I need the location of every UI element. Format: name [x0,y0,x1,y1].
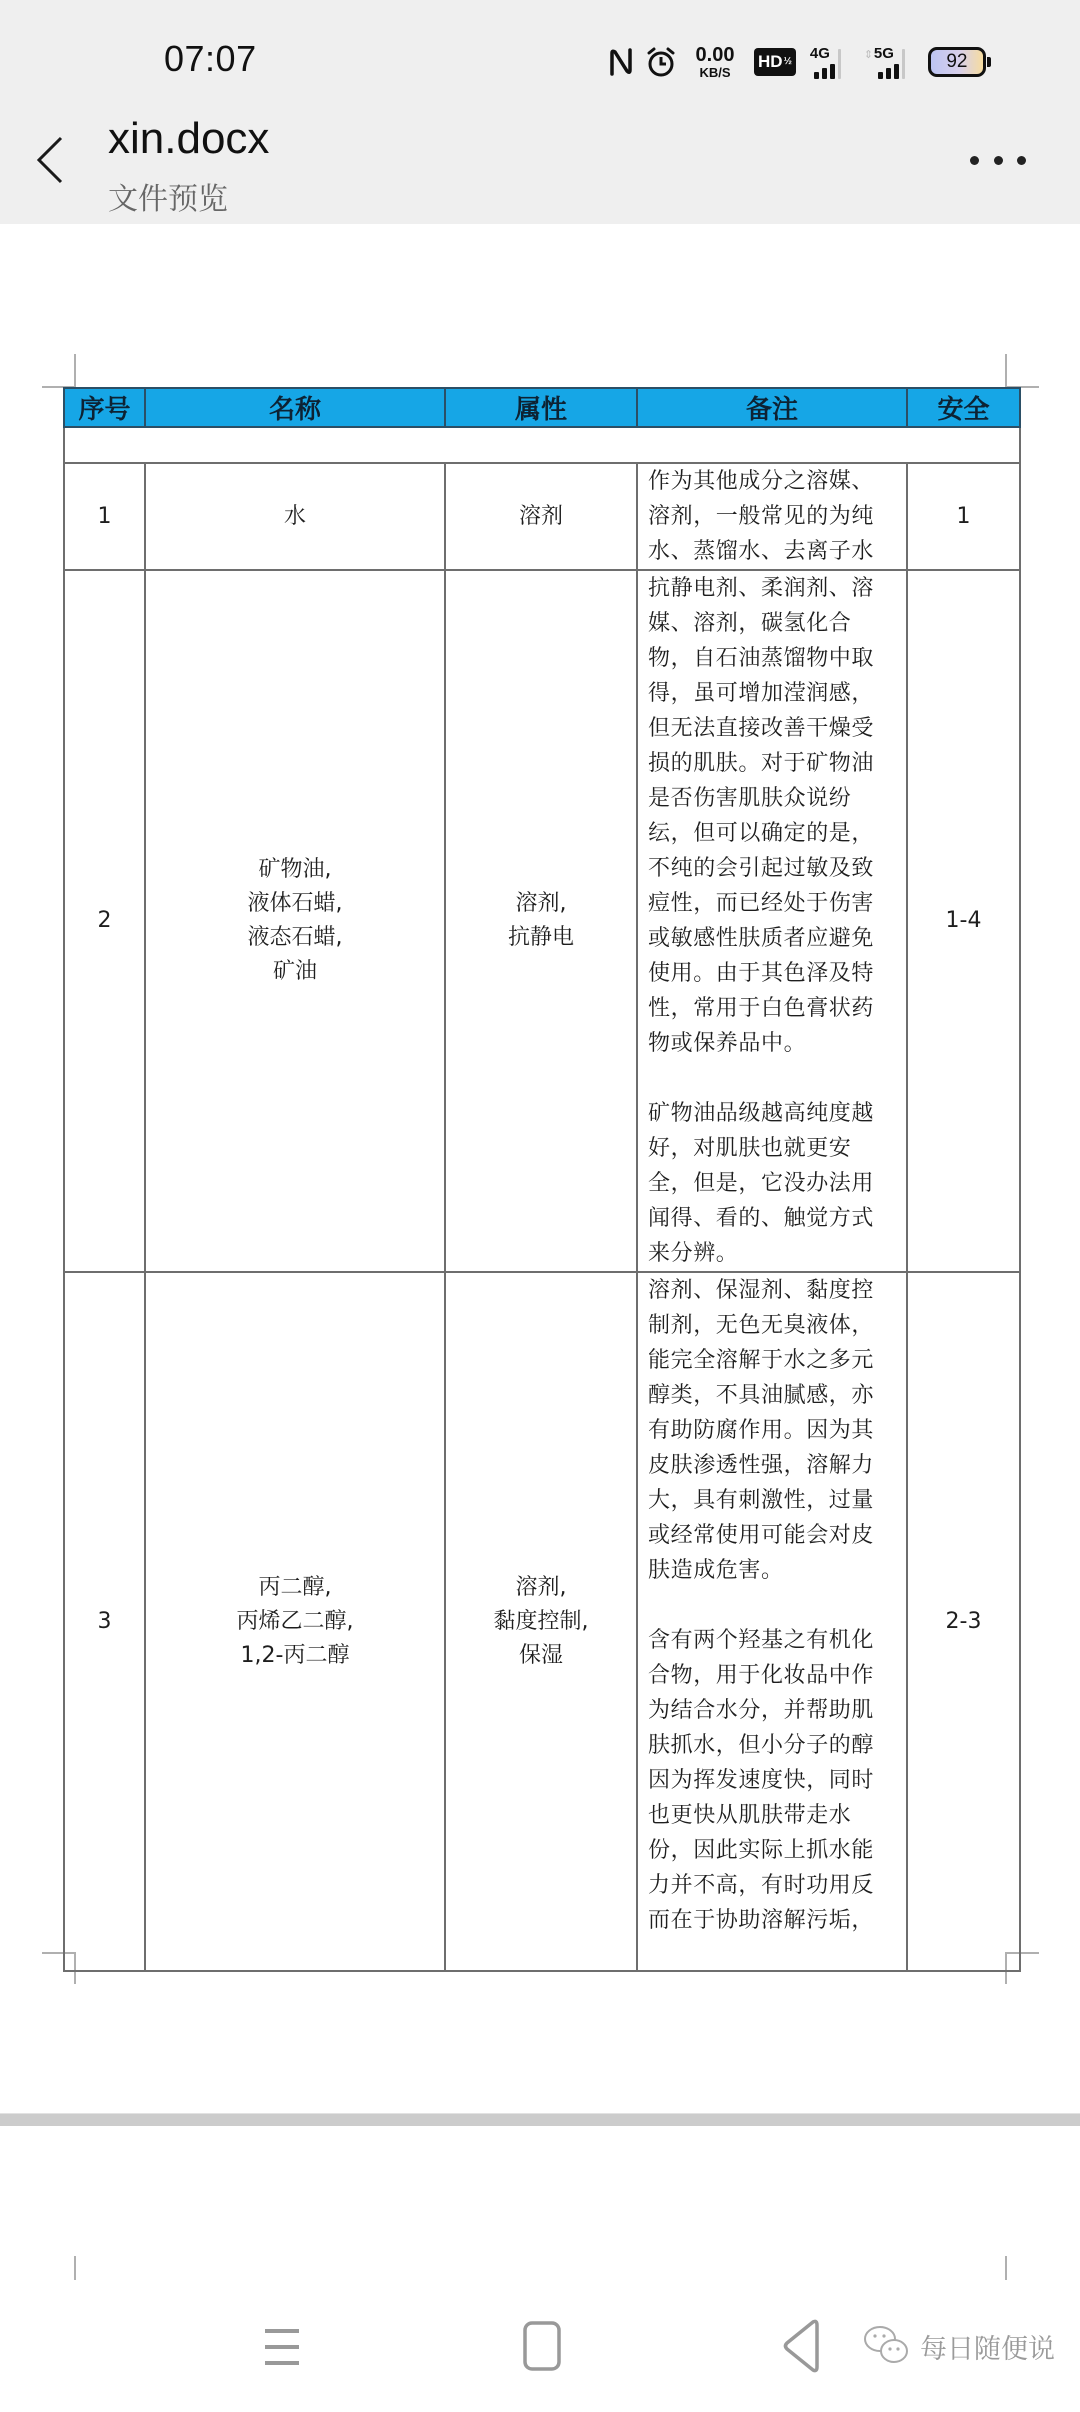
recent-apps-button[interactable] [256,2322,308,2372]
home-icon [522,2320,562,2372]
cell-id: 1 [64,463,145,570]
signal-4g-icon: 4G [808,45,852,79]
back-nav-button[interactable] [776,2318,826,2374]
top-app-bar [0,0,1080,224]
column-header-name: 名称 [145,388,445,427]
cell-attribute: 溶剂 [445,463,637,570]
table-row [64,570,1020,1272]
home-button[interactable] [516,2318,568,2374]
document-title: xin.docx [108,114,270,163]
column-header-attribute: 属性 [445,388,637,427]
crop-mark [74,2256,76,2280]
page-separator [0,2113,1080,2126]
status-icons [608,42,998,82]
network-speed: 0.00 KB/S [695,44,735,80]
table-row [64,463,1020,570]
watermark [862,2322,1055,2370]
more-options-button[interactable] [970,146,1026,174]
menu-icon [263,2327,301,2367]
more-horizontal-icon [970,156,979,165]
cell-id: 2 [64,570,145,1272]
signal-5g-icon: ⇕ 5G [872,45,916,79]
cell-safety: 1 [907,463,1020,570]
cell-notes: 作为其他成分之溶媒、 溶剂，一般常见的为纯 水、蒸馏水、去离子水 [637,463,907,570]
cell-safety: 2-3 [907,1272,1020,1971]
cell-name: 丙二醇, 丙烯乙二醇, 1,2-丙二醇 [145,1272,445,1971]
nfc-icon [608,47,634,77]
cell-attribute: 溶剂, 黏度控制, 保湿 [445,1272,637,1971]
cell-name: 水 [145,463,445,570]
wechat-icon [862,2322,912,2370]
table-row [64,1272,1020,1971]
ingredients-table [63,387,1021,1972]
hd-voice-icon: HD ½ [754,48,796,76]
chevron-left-icon [35,135,65,185]
crop-mark [74,354,76,388]
battery-icon [928,47,986,77]
cell-id: 3 [64,1272,145,1971]
cell-name: 矿物油, 液体石蜡, 液态石蜡, 矿油 [145,570,445,1272]
crop-mark [1005,2256,1007,2280]
cell-notes: 溶剂、保湿剂、黏度控 制剂，无色无臭液体， 能完全溶解于水之多元 醇类，不具油腻感，亦 有助防腐作用。因为其 皮肤渗透性强，溶解力 大，具有刺激性，过量 或经常使用可能会对皮 肤造成危害。 含有两个羟基之有机化 合物，用于化妆品中作 为结合水分，并帮助肌 肤抓水，但小分子的醇 因为挥发速度快，同时 也更快从肌肤带走水 份，因此实际上抓水能 力并不高，有时功用反 而在于协助溶解污垢， [637,1272,907,1971]
column-header-id: 序号 [64,388,145,427]
crop-mark [1005,354,1007,388]
column-header-safety: 安全 [907,388,1020,427]
cell-notes: 抗静电剂、柔润剂、溶 媒、溶剂，碳氢化合 物，自石油蒸馏物中取 得，虽可增加滢润感， 但无法直接改善干燥受 损的肌肤。对于矿物油 是否伤害肌肤众说纷 纭，但可以确定的是， 不纯的会引起过敏及致 痘性，而已经处于伤害 或敏感性肤质者应避免 使用。由于其色泽及特 性，常用于白色膏状药 物或保养品中。 矿物油品级越高纯度越 好，对肌肤也就更安 全，但是，它没办法用 闻得、看的、触觉方式 来分辨。 [637,570,907,1272]
cell-safety: 1-4 [907,570,1020,1272]
back-triangle-icon [781,2318,821,2374]
battery-level: 92 [946,51,968,72]
status-time: 07:07 [164,38,257,79]
cell-attribute: 溶剂, 抗静电 [445,570,637,1272]
document-subtitle: 文件预览 [108,182,228,217]
empty-row [64,427,1020,463]
alarm-icon [646,46,676,78]
table-header-row [64,388,1020,427]
watermark-text: 每日随便说 [920,2333,1055,2365]
back-button[interactable] [30,132,70,188]
column-header-notes: 备注 [637,388,907,427]
